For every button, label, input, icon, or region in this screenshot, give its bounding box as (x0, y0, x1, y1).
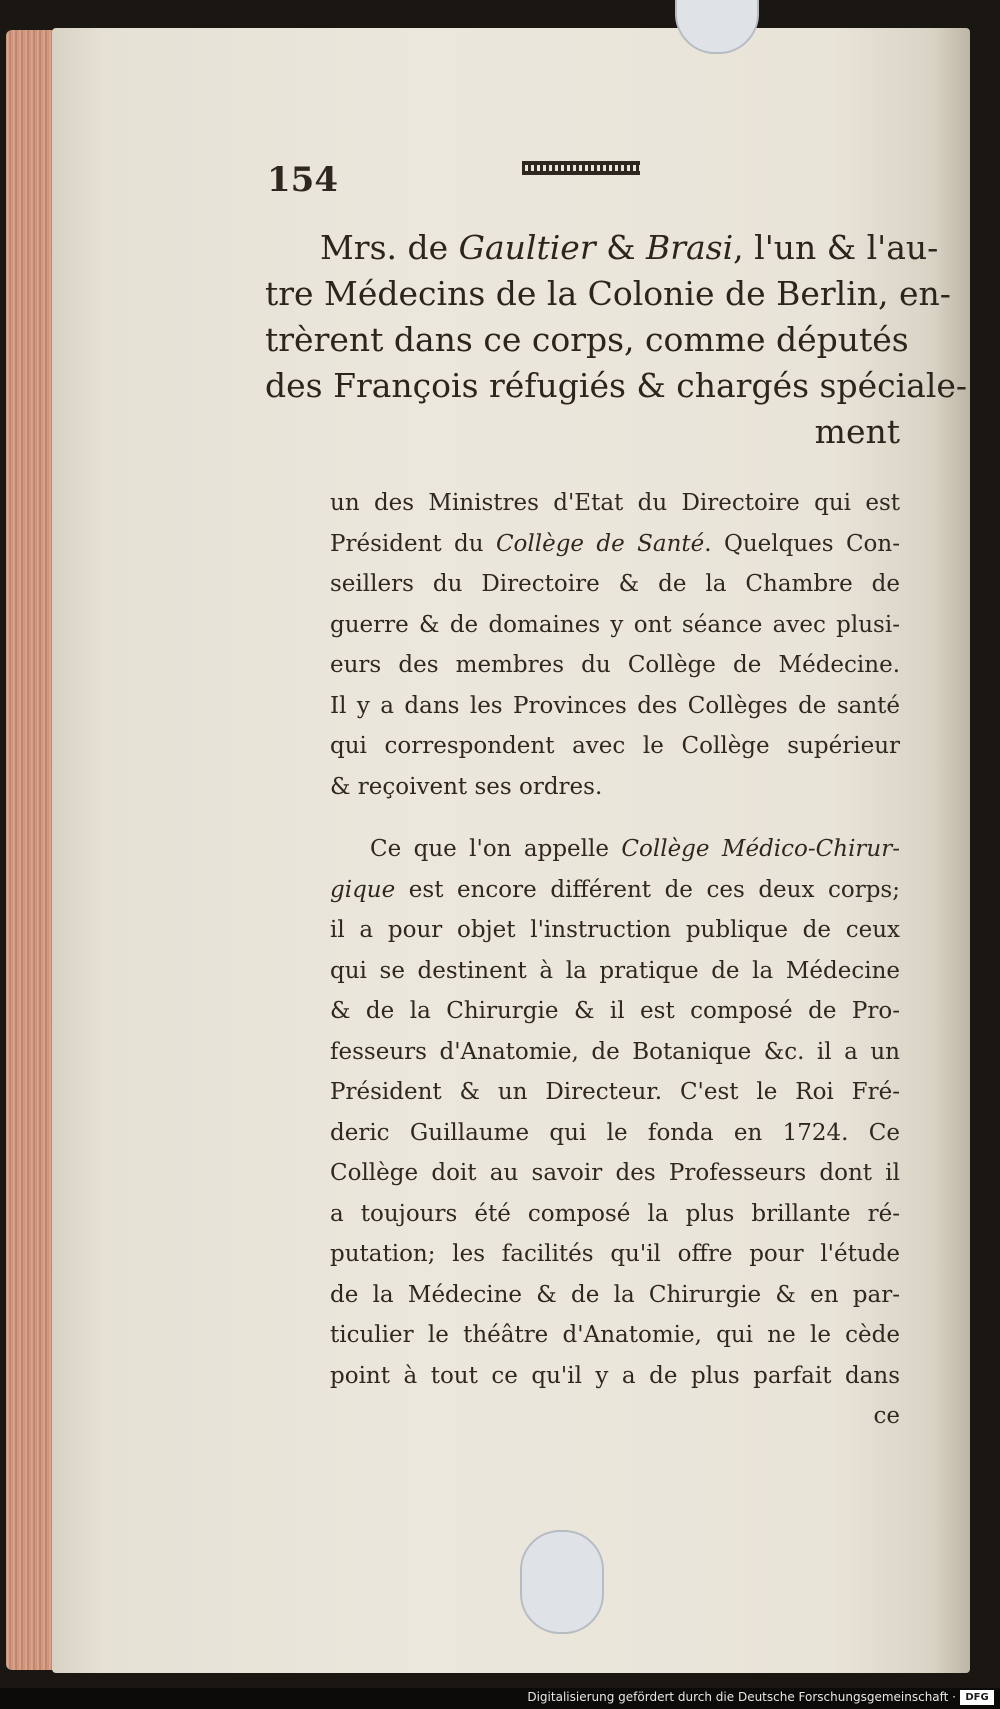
main-line-5: ment (814, 412, 900, 451)
main-line-4: des François réfugiés & chargés spéciale- (265, 366, 968, 405)
note2-line-7: Président & un Directeur. C'est le Roi Fré- (330, 1079, 900, 1105)
note2-line-11: putation; les facilités qu'il offre pour l'étude (330, 1241, 900, 1267)
note1-line-2: Président du Collège de Santé. Quelques Con- (330, 530, 900, 557)
main-paragraph (265, 225, 968, 455)
note2-line-9: Collège doit au savoir des Professeurs dont il (330, 1160, 900, 1186)
note2-line-1: Ce que l'on appelle Collège Médico-Chirur- (370, 836, 900, 862)
note2-line-2: gique est encore différent de ces deux corps; (330, 876, 900, 903)
note1-line-3: seillers du Directoire & de la Chambre de (330, 571, 900, 597)
note1-line-6: Il y a dans les Provinces des Collèges de santé (330, 692, 900, 719)
note1-line-1: un des Ministres d'Etat du Directoire qui est (330, 490, 900, 516)
page-edge (6, 30, 56, 1670)
page-clip-bottom (520, 1530, 604, 1634)
note2-line-6: fesseurs d'Anatomie, de Botanique &c. il a un (330, 1038, 900, 1065)
note1-line-5: eurs des membres du Collège de Médecine. (330, 652, 900, 678)
note1-line-4: guerre & de domaines y ont séance avec plusi- (330, 611, 900, 638)
catchword: ce (873, 1403, 900, 1429)
note2-line-14: point à tout ce qu'il y a de plus parfait dans (330, 1362, 900, 1389)
main-line-1: Mrs. de Gaultier & Brasi, l'un & l'au- (320, 228, 939, 267)
note2-line-3: il a pour objet l'instruction publique de ceux (330, 917, 900, 943)
note2-line-10: a toujours été composé la plus brillante ré- (330, 1200, 900, 1227)
page-number: 154 (267, 160, 338, 200)
note2-line-8: deric Guillaume qui le fonda en 1724. Ce (330, 1119, 900, 1146)
footnote-block (330, 483, 900, 1437)
digitization-credit: Digitalisierung gefördert durch die Deutsche Forschungsgemeinschaft · (527, 1690, 956, 1704)
note2-line-12: de la Médecine & de la Chirurgie & en par- (330, 1281, 900, 1308)
note1-line-7: qui correspondent avec le Collège supérieur (330, 733, 900, 759)
main-line-3: trèrent dans ce corps, comme députés (265, 320, 909, 359)
header-ornament (522, 161, 640, 175)
note1-line-8: & reçoivent ses ordres. (330, 773, 603, 800)
note2-line-4: qui se destinent à la pratique de la Médecine (330, 957, 900, 984)
main-line-2: tre Médecins de la Colonie de Berlin, en- (265, 274, 951, 313)
note2-line-5: & de la Chirurgie & il est composé de Pro- (330, 998, 900, 1024)
dfg-logo-icon: DFG (960, 1690, 994, 1705)
note2-line-13: ticulier le théâtre d'Anatomie, qui ne le cède (330, 1322, 900, 1348)
